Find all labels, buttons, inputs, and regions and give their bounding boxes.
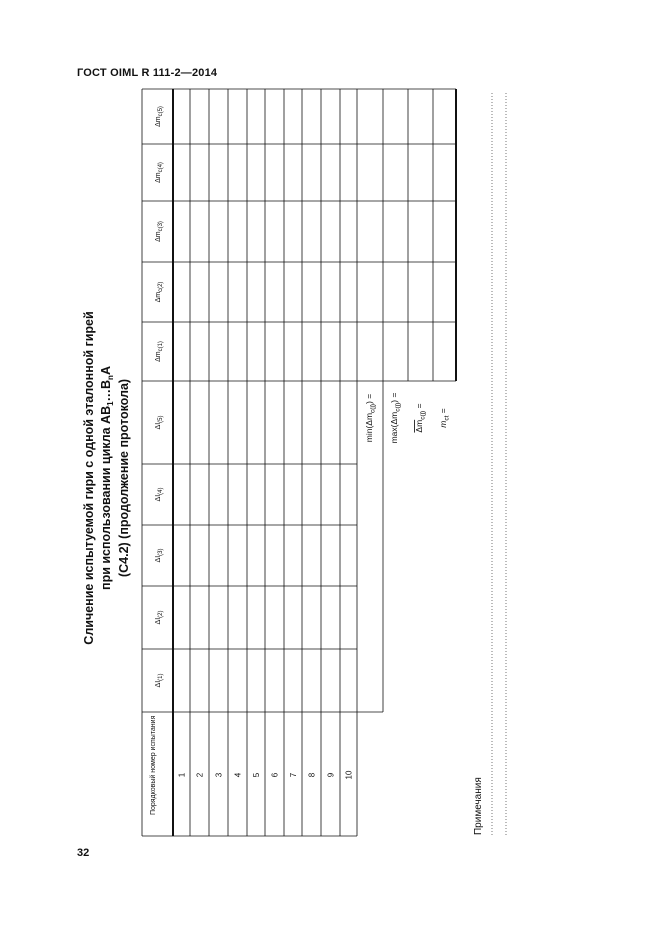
row-label-5 [252,772,261,777]
svg-text:ΔI(3): ΔI(3) [155,548,164,563]
row-label-2 [196,772,205,777]
svg-text:1: 1 [177,772,187,778]
row-label-6 [271,772,280,777]
header-delta-i-2 [155,611,164,625]
row-label-1 [178,772,187,777]
row-label-7 [289,772,298,777]
svg-text:ΔI(4): ΔI(4) [155,487,164,502]
page-number: 32 [77,847,90,859]
stat-4 [438,408,451,428]
header-delta-m-1 [155,341,164,362]
svg-text:Δmc(j) =: $\Delta m_{c(j)}$ = [414,403,427,433]
svg-text:4: 4 [233,772,243,778]
svg-text:mct =: $m_{ct}$ = [438,408,451,428]
row-label-4 [234,772,243,777]
header-delta-i-3 [155,549,164,563]
svg-text:Примечания: Примечания [473,777,484,835]
document-header: ГОСТ OIML R 111-2—2014 [77,67,218,79]
svg-text:Δmc(3): Δmc(3) [155,221,164,242]
svg-text:2: 2 [195,772,205,778]
svg-text:Δmc(4): Δmc(4) [155,162,164,183]
header-delta-m-4 [155,162,164,183]
row-label-8 [308,772,317,777]
stat-1 [364,394,377,443]
title-line-3 [117,379,131,577]
svg-text:9: 9 [326,772,336,778]
header-delta-i-5 [155,416,164,430]
row-labels [178,770,354,779]
svg-text:7: 7 [289,772,298,778]
stat-2 [389,393,402,444]
row-number-header [149,715,157,815]
svg-text:min(Δmc(j)) =: $\min(\Delta m_{c(j)})$ = [364,393,377,443]
svg-text:Δmc(2): Δmc(2) [155,281,164,303]
header-delta-m-2 [155,282,164,303]
svg-text:Δmc(1): Δmc(1) [155,341,164,362]
svg-text:6: 6 [270,772,280,778]
header-delta-i-4 [155,488,164,502]
svg-text:3: 3 [214,772,224,778]
svg-text:при использовании цикла AB1…Bn: при использовании цикла $AB_1\dots B_nA$ [99,366,115,590]
row-label-9 [327,772,336,777]
svg-text:8: 8 [307,772,317,778]
protocol-table-grid [142,89,456,836]
svg-text:ΔI(2): ΔI(2) [155,610,164,625]
svg-text:10: 10 [344,770,354,780]
svg-text:Порядковый номер испытания: Порядковый номер испытания [150,715,157,815]
svg-text:ΔI(1): ΔI(1) [155,673,164,688]
stat-3 [414,403,427,432]
svg-text:ΔI(5): ΔI(5) [155,415,164,430]
row-label-10 [345,770,354,779]
title-line-2 [99,366,115,590]
svg-text:Δmc(5): Δmc(5) [155,106,164,127]
statistics-block [364,393,451,444]
header-delta-m-3 [155,221,164,242]
column-headers [155,106,164,687]
header-delta-i-1 [155,674,164,688]
header-delta-m-5 [155,106,164,127]
title-line-1 [82,311,96,644]
row-label-3 [215,772,224,777]
svg-text:Сличение испытуемой гири с одн: Сличение испытуемой гири с одной эталонной гирей [82,311,96,645]
svg-text:(C4.2) (продолжение протокола): (C4.2) (продолжение протокола) [117,378,131,578]
notes-label [473,777,484,835]
svg-text:5: 5 [252,772,261,778]
svg-text:max(Δmc(j)) =: $\max(\Delta m_{c(j)})$ = [389,392,402,444]
